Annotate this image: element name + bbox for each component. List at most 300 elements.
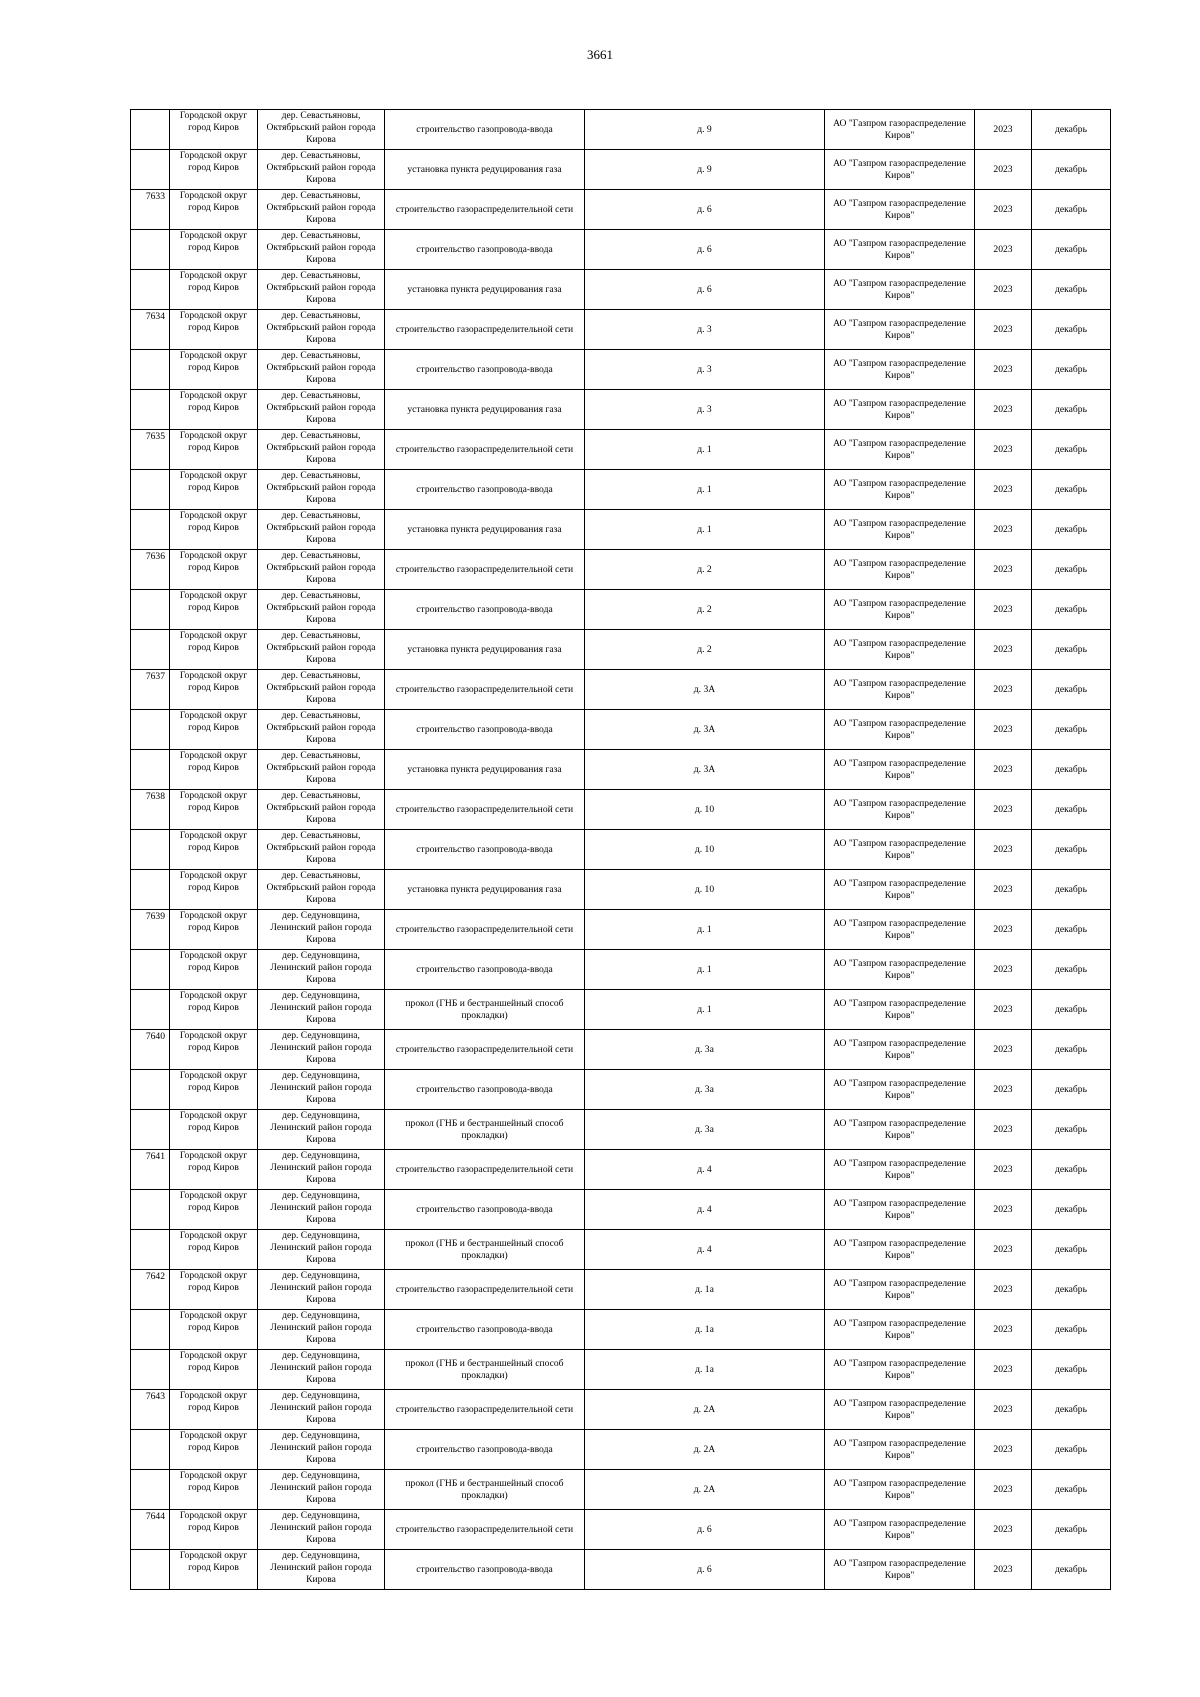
month-cell — [1032, 1510, 1111, 1550]
district-cell-text: Городской округ город Киров — [179, 550, 248, 573]
organization-cell-text: АО "Газпром газораспределение Киров" — [833, 1357, 966, 1381]
district-cell — [170, 230, 258, 270]
organization-cell — [825, 1190, 975, 1230]
settlement-cell — [258, 430, 385, 470]
work-type-cell — [385, 1430, 585, 1470]
month-cell-text: декабрь — [1055, 1443, 1087, 1455]
table-row — [131, 1470, 1111, 1510]
month-cell — [1032, 1430, 1111, 1470]
address-cell — [585, 1470, 825, 1510]
work-type-cell — [385, 1110, 585, 1150]
row-number — [131, 750, 170, 790]
district-cell — [170, 910, 258, 950]
year-cell — [975, 310, 1032, 350]
year-cell — [975, 590, 1032, 630]
work-type-cell — [385, 590, 585, 630]
month-cell — [1032, 790, 1111, 830]
row-number — [131, 1430, 170, 1470]
year-cell — [975, 350, 1032, 390]
address-cell-text: д. 1 — [697, 483, 712, 495]
organization-cell — [825, 750, 975, 790]
district-cell — [170, 270, 258, 310]
district-cell-text: Городской округ город Киров — [179, 1510, 248, 1533]
district-cell-text: Городской округ город Киров — [179, 1150, 248, 1173]
address-cell — [585, 1270, 825, 1310]
work-type-cell — [385, 310, 585, 350]
table-row — [131, 750, 1111, 790]
month-cell-text: декабрь — [1055, 1083, 1087, 1095]
address-cell-text: д. 3 — [697, 363, 712, 375]
organization-cell — [825, 1550, 975, 1590]
settlement-cell-text: дер. Севастьяновы, Октябрьский район города Кирова — [266, 150, 376, 185]
table-row — [131, 190, 1111, 230]
work-type-cell-text: строительство газопровода-ввода — [416, 963, 553, 975]
work-type-cell-text: строительство газораспределительной сети — [395, 563, 574, 575]
year-cell — [975, 430, 1032, 470]
table-row — [131, 990, 1111, 1030]
address-cell — [585, 710, 825, 750]
month-cell — [1032, 1310, 1111, 1350]
organization-cell — [825, 590, 975, 630]
table-row — [131, 350, 1111, 390]
district-cell-text: Городской округ город Киров — [179, 1310, 248, 1333]
address-cell — [585, 150, 825, 190]
month-cell-text: декабрь — [1055, 1403, 1087, 1415]
month-cell-text: декабрь — [1055, 923, 1087, 935]
organization-cell — [825, 1070, 975, 1110]
row-number-text: 7635 — [145, 431, 165, 442]
address-cell-text: д. 6 — [697, 203, 712, 215]
settlement-cell-text: дер. Севастьяновы, Октябрьский район города Кирова — [266, 190, 376, 225]
settlement-cell-text: дер. Севастьяновы, Октябрьский район города Кирова — [266, 550, 376, 585]
settlement-cell — [258, 1230, 385, 1270]
organization-cell-text: АО "Газпром газораспределение Киров" — [833, 197, 966, 221]
year-cell — [975, 1390, 1032, 1430]
work-type-cell-text: установка пункта редуцирования газа — [407, 763, 562, 775]
work-type-cell-text: строительство газопровода-ввода — [416, 1203, 553, 1215]
work-type-cell — [385, 950, 585, 990]
district-cell — [170, 1070, 258, 1110]
work-type-cell-text: установка пункта редуцирования газа — [407, 523, 562, 535]
row-number-text: 7641 — [145, 1151, 165, 1162]
month-cell-text: декабрь — [1055, 1363, 1087, 1375]
year-cell — [975, 710, 1032, 750]
table-row — [131, 1190, 1111, 1230]
table-row — [131, 310, 1111, 350]
address-cell — [585, 550, 825, 590]
district-cell — [170, 750, 258, 790]
month-cell-text: декабрь — [1055, 443, 1087, 455]
district-cell-text: Городской округ город Киров — [179, 1390, 248, 1413]
organization-cell-text: АО "Газпром газораспределение Киров" — [833, 477, 966, 501]
year-cell — [975, 1150, 1032, 1190]
district-cell — [170, 830, 258, 870]
settlement-cell — [258, 1030, 385, 1070]
work-type-cell-text: строительство газораспределительной сети — [395, 323, 574, 335]
month-cell — [1032, 950, 1111, 990]
table-row — [131, 710, 1111, 750]
settlement-cell-text: дер. Севастьяновы, Октябрьский район города Кирова — [266, 670, 376, 705]
month-cell-text: декабрь — [1055, 963, 1087, 975]
settlement-cell-text: дер. Севастьяновы, Октябрьский район города Кирова — [266, 270, 376, 305]
work-type-cell — [385, 1470, 585, 1510]
settlement-cell-text: дер. Севастьяновы, Октябрьский район города Кирова — [266, 470, 376, 505]
work-type-cell-text: прокол (ГНБ и бестраншейный способ прокладки) — [405, 1357, 564, 1381]
settlement-cell-text: дер. Седуновщина, Ленинский район города Кирова — [270, 950, 372, 985]
address-cell-text: д. 1 — [697, 963, 712, 975]
address-cell-text: д. 4 — [697, 1243, 712, 1255]
work-type-cell-text: строительство газопровода-ввода — [416, 723, 553, 735]
organization-cell — [825, 870, 975, 910]
settlement-cell — [258, 1430, 385, 1470]
settlement-cell — [258, 510, 385, 550]
organization-cell — [825, 110, 975, 150]
address-cell — [585, 910, 825, 950]
work-type-cell-text: установка пункта редуцирования газа — [407, 883, 562, 895]
year-cell — [975, 1550, 1032, 1590]
address-cell — [585, 630, 825, 670]
organization-cell-text: АО "Газпром газораспределение Киров" — [833, 1037, 966, 1061]
work-type-cell-text: прокол (ГНБ и бестраншейный способ прокладки) — [405, 997, 564, 1021]
row-number — [131, 430, 170, 470]
month-cell — [1032, 110, 1111, 150]
work-type-cell-text: строительство газораспределительной сети — [395, 443, 574, 455]
row-number-text: 7637 — [145, 671, 165, 682]
year-cell — [975, 470, 1032, 510]
settlement-cell — [258, 550, 385, 590]
year-cell-text: 2023 — [993, 1363, 1013, 1375]
month-cell — [1032, 270, 1111, 310]
district-cell-text: Городской округ город Киров — [179, 150, 248, 173]
settlement-cell-text: дер. Севастьяновы, Октябрьский район города Кирова — [266, 790, 376, 825]
work-type-cell-text: строительство газораспределительной сети — [395, 683, 574, 695]
district-cell — [170, 630, 258, 670]
organization-cell-text: АО "Газпром газораспределение Киров" — [833, 677, 966, 701]
work-type-cell — [385, 870, 585, 910]
district-cell-text: Городской округ город Киров — [179, 750, 248, 773]
organization-cell — [825, 430, 975, 470]
settlement-cell — [258, 110, 385, 150]
work-type-cell — [385, 1230, 585, 1270]
month-cell — [1032, 510, 1111, 550]
month-cell-text: декабрь — [1055, 643, 1087, 655]
organization-cell — [825, 270, 975, 310]
row-number — [131, 1390, 170, 1430]
address-cell — [585, 590, 825, 630]
organization-cell — [825, 190, 975, 230]
row-number — [131, 230, 170, 270]
row-number — [131, 1030, 170, 1070]
settlement-cell-text: дер. Седуновщина, Ленинский район города Кирова — [270, 1350, 372, 1385]
address-cell — [585, 1310, 825, 1350]
organization-cell — [825, 1030, 975, 1070]
address-cell-text: д. 1 — [697, 523, 712, 535]
address-cell-text: д. 2А — [693, 1483, 716, 1495]
district-cell — [170, 1230, 258, 1270]
address-cell — [585, 1550, 825, 1590]
month-cell-text: декабрь — [1055, 363, 1087, 375]
settlement-cell-text: дер. Седуновщина, Ленинский район города Кирова — [270, 990, 372, 1025]
organization-cell-text: АО "Газпром газораспределение Киров" — [833, 517, 966, 541]
work-type-cell-text: строительство газопровода-ввода — [416, 843, 553, 855]
work-type-cell — [385, 910, 585, 950]
work-type-cell — [385, 1390, 585, 1430]
settlement-cell — [258, 470, 385, 510]
row-number — [131, 590, 170, 630]
district-cell — [170, 1510, 258, 1550]
year-cell-text: 2023 — [993, 1043, 1013, 1055]
settlement-cell-text: дер. Седуновщина, Ленинский район города Кирова — [270, 910, 372, 945]
table-row — [131, 1150, 1111, 1190]
settlement-cell — [258, 1470, 385, 1510]
settlement-cell — [258, 710, 385, 750]
year-cell-text: 2023 — [993, 1563, 1013, 1575]
month-cell-text: декабрь — [1055, 1243, 1087, 1255]
district-cell — [170, 470, 258, 510]
district-cell — [170, 1110, 258, 1150]
work-type-cell-text: строительство газопровода-ввода — [416, 1443, 553, 1455]
year-cell-text: 2023 — [993, 243, 1013, 255]
row-number — [131, 110, 170, 150]
district-cell-text: Городской округ город Киров — [179, 1550, 248, 1573]
row-number-text: 7636 — [145, 551, 165, 562]
row-number — [131, 830, 170, 870]
year-cell — [975, 950, 1032, 990]
work-type-cell-text: строительство газопровода-ввода — [416, 603, 553, 615]
row-number — [131, 310, 170, 350]
month-cell-text: декабрь — [1055, 563, 1087, 575]
address-cell-text: д. 9 — [697, 123, 712, 135]
row-number — [131, 1350, 170, 1390]
organization-cell — [825, 470, 975, 510]
month-cell — [1032, 1190, 1111, 1230]
month-cell-text: декабрь — [1055, 203, 1087, 215]
month-cell — [1032, 350, 1111, 390]
year-cell-text: 2023 — [993, 763, 1013, 775]
district-cell — [170, 1470, 258, 1510]
settlement-cell-text: дер. Севастьяновы, Октябрьский район города Кирова — [266, 310, 376, 345]
month-cell-text: декабрь — [1055, 1043, 1087, 1055]
row-number — [131, 950, 170, 990]
settlement-cell-text: дер. Севастьяновы, Октябрьский район города Кирова — [266, 110, 376, 145]
district-cell — [170, 550, 258, 590]
table-row — [131, 1350, 1111, 1390]
month-cell — [1032, 190, 1111, 230]
year-cell-text: 2023 — [993, 483, 1013, 495]
district-cell-text: Городской округ город Киров — [179, 350, 248, 373]
work-type-cell-text: строительство газораспределительной сети — [395, 803, 574, 815]
district-cell-text: Городской округ город Киров — [179, 990, 248, 1013]
settlement-cell-text: дер. Седуновщина, Ленинский район города Кирова — [270, 1070, 372, 1105]
district-cell — [170, 1030, 258, 1070]
address-cell — [585, 510, 825, 550]
organization-cell-text: АО "Газпром газораспределение Киров" — [833, 597, 966, 621]
month-cell-text: декабрь — [1055, 523, 1087, 535]
organization-cell — [825, 710, 975, 750]
month-cell — [1032, 750, 1111, 790]
organization-cell-text: АО "Газпром газораспределение Киров" — [833, 717, 966, 741]
settlement-cell-text: дер. Севастьяновы, Октябрьский район города Кирова — [266, 870, 376, 905]
month-cell — [1032, 670, 1111, 710]
year-cell-text: 2023 — [993, 283, 1013, 295]
work-type-cell — [385, 1270, 585, 1310]
year-cell-text: 2023 — [993, 1523, 1013, 1535]
address-cell-text: д. 1а — [695, 1283, 714, 1295]
month-cell-text: декабрь — [1055, 763, 1087, 775]
month-cell-text: декабрь — [1055, 1323, 1087, 1335]
settlement-cell-text: дер. Севастьяновы, Октябрьский район города Кирова — [266, 750, 376, 785]
district-cell — [170, 870, 258, 910]
row-number — [131, 1270, 170, 1310]
district-cell-text: Городской округ город Киров — [179, 630, 248, 653]
work-type-cell-text: строительство газопровода-ввода — [416, 243, 553, 255]
month-cell — [1032, 590, 1111, 630]
year-cell-text: 2023 — [993, 1323, 1013, 1335]
district-cell — [170, 670, 258, 710]
row-number — [131, 1510, 170, 1550]
month-cell-text: декабрь — [1055, 683, 1087, 695]
address-cell-text: д. 2 — [697, 643, 712, 655]
work-type-cell-text: установка пункта редуцирования газа — [407, 283, 562, 295]
work-type-cell-text: строительство газопровода-ввода — [416, 483, 553, 495]
row-number — [131, 710, 170, 750]
work-type-cell-text: строительство газопровода-ввода — [416, 123, 553, 135]
district-cell — [170, 190, 258, 230]
settlement-cell — [258, 910, 385, 950]
organization-cell-text: АО "Газпром газораспределение Киров" — [833, 1237, 966, 1261]
table-row — [131, 1110, 1111, 1150]
month-cell-text: декабрь — [1055, 1003, 1087, 1015]
row-number — [131, 150, 170, 190]
row-number-text: 7634 — [145, 311, 165, 322]
organization-cell-text: АО "Газпром газораспределение Киров" — [833, 837, 966, 861]
work-type-cell-text: строительство газопровода-ввода — [416, 1083, 553, 1095]
district-cell — [170, 1350, 258, 1390]
organization-cell-text: АО "Газпром газораспределение Киров" — [833, 1197, 966, 1221]
year-cell — [975, 230, 1032, 270]
organization-cell-text: АО "Газпром газораспределение Киров" — [833, 877, 966, 901]
month-cell-text: декабрь — [1055, 283, 1087, 295]
year-cell — [975, 110, 1032, 150]
settlement-cell-text: дер. Седуновщина, Ленинский район города Кирова — [270, 1430, 372, 1465]
row-number — [131, 630, 170, 670]
district-cell-text: Городской округ город Киров — [179, 830, 248, 853]
address-cell-text: д. 6 — [697, 1563, 712, 1575]
work-type-cell-text: установка пункта редуцирования газа — [407, 403, 562, 415]
row-number-text: 7642 — [145, 1271, 165, 1282]
year-cell-text: 2023 — [993, 1163, 1013, 1175]
row-number — [131, 1190, 170, 1230]
year-cell — [975, 150, 1032, 190]
organization-cell-text: АО "Газпром газораспределение Киров" — [833, 797, 966, 821]
year-cell-text: 2023 — [993, 443, 1013, 455]
district-cell-text: Городской округ город Киров — [179, 1430, 248, 1453]
month-cell — [1032, 230, 1111, 270]
year-cell — [975, 990, 1032, 1030]
settlement-cell — [258, 270, 385, 310]
address-cell — [585, 1430, 825, 1470]
settlement-cell-text: дер. Седуновщина, Ленинский район города Кирова — [270, 1510, 372, 1545]
district-cell — [170, 790, 258, 830]
address-cell — [585, 470, 825, 510]
work-type-cell — [385, 790, 585, 830]
year-cell — [975, 1430, 1032, 1470]
table-row — [131, 950, 1111, 990]
settlement-cell — [258, 670, 385, 710]
address-cell-text: д. 2А — [693, 1403, 716, 1415]
organization-cell — [825, 910, 975, 950]
settlement-cell — [258, 830, 385, 870]
month-cell-text: декабрь — [1055, 1123, 1087, 1135]
table-row — [131, 390, 1111, 430]
organization-cell — [825, 390, 975, 430]
address-cell — [585, 350, 825, 390]
settlement-cell — [258, 310, 385, 350]
month-cell — [1032, 870, 1111, 910]
table-row — [131, 230, 1111, 270]
year-cell — [975, 910, 1032, 950]
settlement-cell — [258, 790, 385, 830]
table-row — [131, 630, 1111, 670]
year-cell — [975, 270, 1032, 310]
year-cell-text: 2023 — [993, 323, 1013, 335]
address-cell — [585, 790, 825, 830]
district-cell-text: Городской округ город Киров — [179, 1110, 248, 1133]
organization-cell-text: АО "Газпром газораспределение Киров" — [833, 997, 966, 1021]
organization-cell — [825, 830, 975, 870]
district-cell-text: Городской округ город Киров — [179, 910, 248, 933]
work-type-cell — [385, 1150, 585, 1190]
row-number — [131, 190, 170, 230]
district-cell — [170, 150, 258, 190]
address-cell — [585, 310, 825, 350]
work-type-cell — [385, 150, 585, 190]
district-cell-text: Городской округ город Киров — [179, 1350, 248, 1373]
organization-cell — [825, 1270, 975, 1310]
work-type-cell-text: строительство газопровода-ввода — [416, 1563, 553, 1575]
settlement-cell — [258, 230, 385, 270]
address-cell — [585, 1070, 825, 1110]
month-cell — [1032, 630, 1111, 670]
month-cell-text: декабрь — [1055, 1483, 1087, 1495]
organization-cell-text: АО "Газпром газораспределение Киров" — [833, 1557, 966, 1581]
month-cell-text: декабрь — [1055, 883, 1087, 895]
organization-cell — [825, 1350, 975, 1390]
year-cell — [975, 1310, 1032, 1350]
address-cell-text: д. 3а — [695, 1043, 714, 1055]
month-cell-text: декабрь — [1055, 323, 1087, 335]
month-cell-text: декабрь — [1055, 1523, 1087, 1535]
address-cell-text: д. 4 — [697, 1163, 712, 1175]
year-cell-text: 2023 — [993, 843, 1013, 855]
work-type-cell — [385, 710, 585, 750]
address-cell-text: д. 3а — [695, 1123, 714, 1135]
year-cell — [975, 1190, 1032, 1230]
month-cell — [1032, 1070, 1111, 1110]
month-cell-text: декабрь — [1055, 1283, 1087, 1295]
organization-cell — [825, 1470, 975, 1510]
settlement-cell-text: дер. Седуновщина, Ленинский район города Кирова — [270, 1270, 372, 1305]
district-cell-text: Городской округ город Киров — [179, 790, 248, 813]
year-cell — [975, 630, 1032, 670]
year-cell-text: 2023 — [993, 1283, 1013, 1295]
settlement-cell — [258, 190, 385, 230]
work-type-cell-text: прокол (ГНБ и бестраншейный способ прокладки) — [405, 1237, 564, 1261]
district-cell-text: Городской округ город Киров — [179, 470, 248, 493]
address-cell — [585, 750, 825, 790]
organization-cell — [825, 350, 975, 390]
month-cell — [1032, 1550, 1111, 1590]
